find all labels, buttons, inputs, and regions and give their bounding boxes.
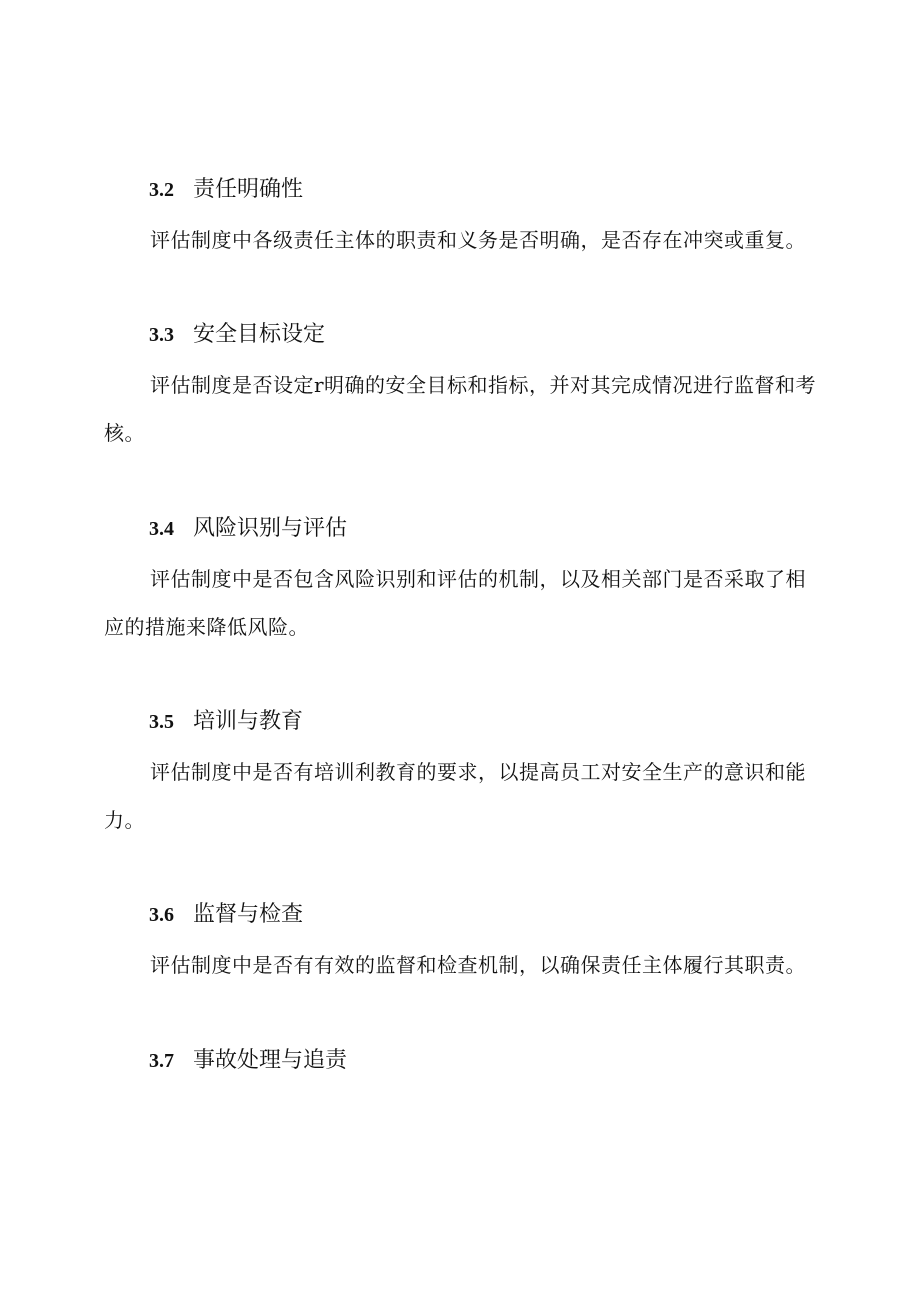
section-body-3-5: 评估制度中是否有培训利教育的要求，以提高员工对安全生产的意识和能力。: [104, 760, 806, 832]
section-number: 3.5: [149, 711, 174, 733]
section-number: 3.4: [149, 518, 174, 540]
section-heading-3-7: [149, 1046, 347, 1076]
section-number: 3.6: [149, 904, 174, 926]
section-heading-3-4: [149, 514, 347, 544]
section-body-3-6: 评估制度中是否有有效的监督和检查机制，以确保责任主体履行其职责。: [150, 953, 806, 977]
section-title: 培训与教育: [193, 709, 304, 734]
section-title: 事故处理与追责: [193, 1048, 348, 1073]
section-title: 安全目标设定: [193, 322, 326, 347]
section-number: 3.2: [149, 179, 174, 201]
section-body-3-2: 评估制度中各级责任主体的职责和义务是否明确，是否存在冲突或重复。: [150, 228, 806, 252]
section-heading-3-3: [149, 320, 325, 350]
section-heading-3-2: [149, 175, 303, 205]
section-heading-3-5: [149, 707, 303, 737]
section-number: 3.7: [149, 1050, 174, 1072]
section-body-3-4: 评估制度中是否包含风险识别和评估的机制，以及相关部门是否采取了相应的措施来降低风险。: [104, 567, 806, 639]
section-body-3-3: 评估制度是否设定r明确的安全目标和指标，并对其完成情况进行监督和考核。: [104, 373, 817, 445]
section-title: 监督与检查: [193, 902, 304, 927]
section-title: 责任明确性: [193, 177, 304, 202]
section-heading-3-6: [149, 900, 303, 930]
section-title: 风险识别与评估: [193, 516, 348, 541]
section-number: 3.3: [149, 324, 174, 346]
